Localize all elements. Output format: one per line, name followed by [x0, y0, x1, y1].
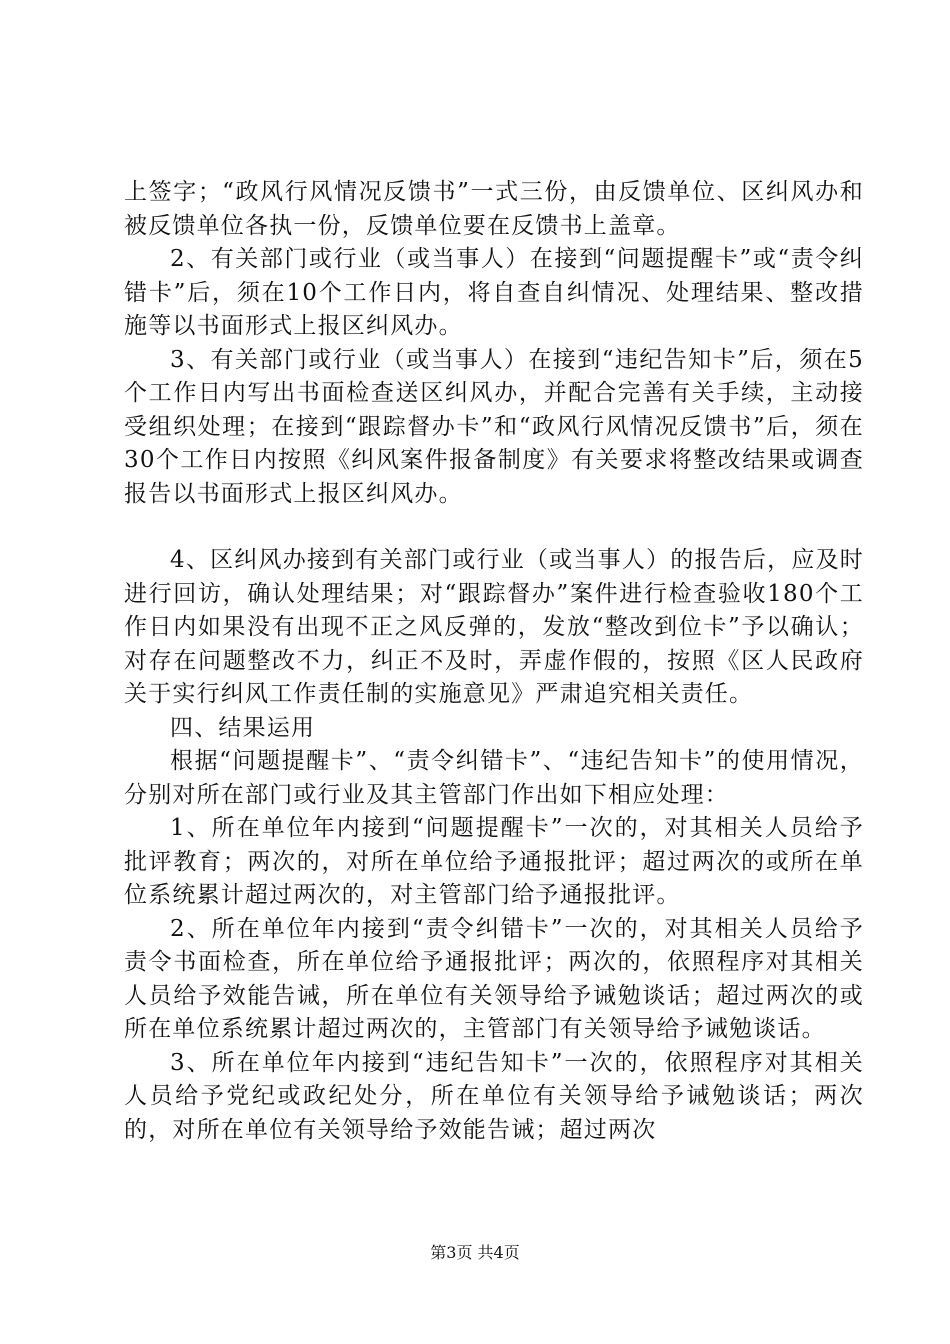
document-body — [124, 176, 864, 1147]
section-heading: 四、结果运用 — [170, 714, 316, 741]
paragraph-continuation: 上签字；“政风行风情况反馈书”一式三份，由反馈单位、区纠风办和被反馈单位各执一份，反馈单位要在反馈书上盖章。 — [124, 179, 864, 239]
paragraph-spacer — [124, 511, 864, 544]
page-number: 第3页 共4页 — [430, 1243, 520, 1262]
paragraph-item-3: 3、有关部门或行业（或当事人）在接到“违纪告知卡”后，须在5个工作日内写出书面检查送区纠风办，并配合完善有关手续，主动接受组织处理；在接到“跟踪督办卡”和“政风行风情况反馈书”后，须在30个工作日内按照《纠风案件报备制度》有关要求将整改结果或调查报告以书面形式上报区纠风办。 — [124, 346, 864, 507]
paragraph-result-1: 1、所在单位年内接到“问题提醒卡”一次的，对其相关人员给予批评教育；两次的，对所在单位给予通报批评；超过两次的或所在单位系统累计超过两次的，对主管部门给予通报批评。 — [124, 815, 864, 908]
paragraph-result-2: 2、所在单位年内接到“责令纠错卡”一次的，对其相关人员给予责令书面检查，所在单位给予通报批评；两次的，依照程序对其相关人员给予效能告诫，所在单位有关领导给予诫勉谈话；超过两次的或所在单位系统累计超过两次的，主管部门有关领导给予诫勉谈话。 — [124, 915, 864, 1042]
paragraph-item-4: 4、区纠风办接到有关部门或行业（或当事人）的报告后，应及时进行回访，确认处理结果；对“跟踪督办”案件进行检查验收180个工作日内如果没有出现不正之风反弹的，发放“整改到位卡”予以确认；对存在问题整改不力，纠正不及时，弄虚作假的，按照《区人民政府关于实行纠风工作责任制的实施意见》严肃追究相关责任。 — [124, 547, 864, 707]
paragraph-result-3: 3、所在单位年内接到“违纪告知卡”一次的，依照程序对其相关人员给予党纪或政纪处分，所在单位有关领导给予诫勉谈话；两次的，对所在单位有关领导给予效能告诫；超过两次 — [124, 1049, 864, 1143]
paragraph-intro: 根据“问题提醒卡”、“责令纠错卡”、“违纪告知卡”的使用情况，分别对所在部门或行业及其主管部门作出如下相应处理： — [124, 748, 864, 808]
paragraph-item-2: 2、有关部门或行业（或当事人）在接到“问题提醒卡”或“责令纠错卡”后，须在10个工作日内，将自查自纠情况、处理结果、整改措施等以书面形式上报区纠风办。 — [124, 246, 864, 339]
